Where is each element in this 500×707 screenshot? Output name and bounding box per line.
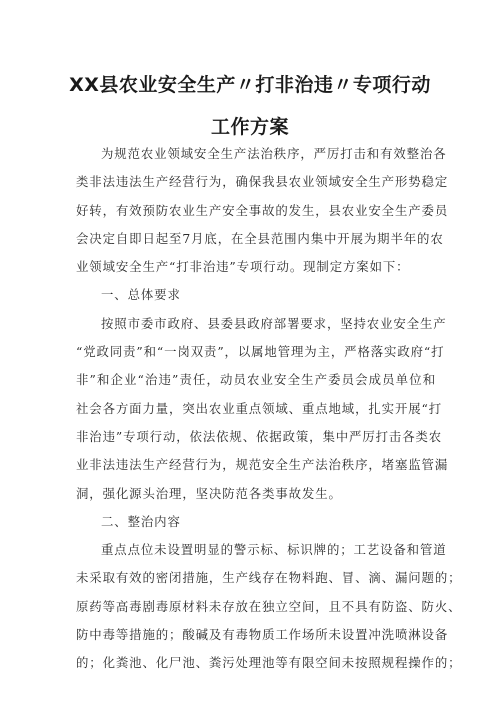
section1-line: 社会各方面力量，突出农业重点领域、重点地域，扎实开展“打 (76, 400, 443, 416)
section1-line: 业非法违法生产经营行为，规范安全生产法治秩序，堵塞监管漏 (76, 457, 449, 473)
section1-line: 按照市委市政府、县委县政府部署要求，坚持农业安全生产 (101, 315, 447, 331)
intro-paragraph (76, 140, 449, 281)
section1-heading: 一、总体要求 (101, 287, 181, 303)
section1-line: 非”和企业“治违”责任，动员农业安全生产委员会成员单位和 (76, 372, 436, 388)
section2-paragraph (76, 536, 462, 677)
section1-paragraph (76, 310, 449, 508)
section1-line: “党政同责”和“一岗双责”，以属地管理为主，严格落实政府“打 (76, 344, 445, 360)
section2-line: 的；化粪池、化尸池、粪污处理池等有限空间未按照规程操作的； (76, 655, 462, 671)
section1-line: 非治违”专项行动，依法依规、依据政策，集中严厉打击各类农 (76, 428, 443, 444)
document-title-line2: 工作方案 (210, 116, 289, 138)
section2-heading: 二、整治内容 (101, 513, 181, 529)
section1-line: 洞，强化源头治理，坚决防范各类事故发生。 (76, 485, 342, 501)
section2-line: 重点点位未设置明显的警示标、标识牌的；工艺设备和管道 (101, 542, 447, 558)
intro-line: 为规范农业领域安全生产法治秩序，严厉打击和有效整治各 (101, 146, 447, 161)
document-title-line1: XX县农业安全生产〃打非治违〃专项行动 (69, 74, 431, 96)
intro-line: 业领域安全生产“打非治违”专项行动。现制定方案如下： (76, 259, 410, 275)
intro-line: 会决定自即日起至7月底，在全县范围内集中开展为期半年的农 (76, 230, 444, 246)
section2-line: 未采取有效的密闭措施，生产线存在物料跑、冒、滴、漏问题的； (76, 570, 462, 586)
document-body (76, 140, 462, 678)
intro-line: 好转，有效预防农业生产安全事故的发生，县农业安全生产委员 (76, 202, 449, 218)
section2-line: 防中毒等措施的；酸碱及有毒物质工作场所未设置冲洗喷淋设备 (76, 627, 449, 643)
intro-line: 类非法违法生产经营行为，确保我县农业领域安全生产形势稳定 (76, 174, 449, 190)
section2-line: 原药等高毒剧毒原材料未存放在独立空间，且不具有防盗、防火、 (76, 598, 462, 614)
